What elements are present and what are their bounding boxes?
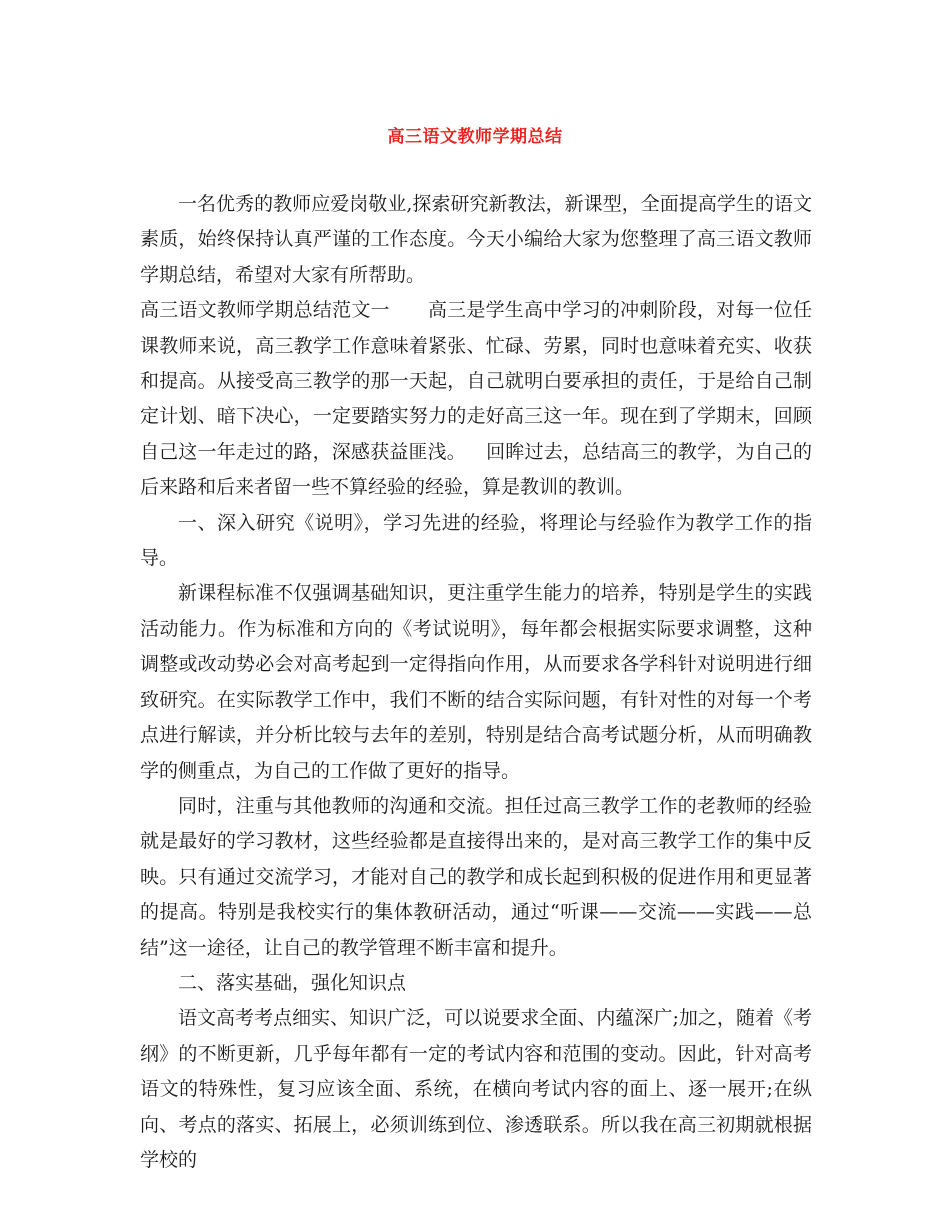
section1-paragraph-2: 同时，注重与其他教师的沟通和交流。担任过高三教学工作的老教师的经验就是最好的学习教材，这些经验都是直接得出来的，是对高三教学工作的集中反映。只有通过交流学习，才能对自己的教学和成长起到积极的促进作用和更显著的提高。特别是我校实行的集体教研活动，通过“听课——交流——实践——总结”这一途径，让自己的教学管理不断丰富和提升。 (140, 794, 812, 959)
section2-paragraph-1: 语文高考考点细实、知识广泛，可以说要求全面、内蕴深广;加之，随着《考纲》的不断更新，几乎每年都有一定的考试内容和范围的变动。因此，针对高考语文的特殊性，复习应该全面、系统，在横向考试内容的面上、逐一展开;在纵向、考点的落实、拓展上，必须训练到位、渗透联系。所以我在高三初期就根据学校的 (140, 1007, 812, 1171)
example-text-2: 回眸过去，总结高三的教学，为自己的后来路和后来者留一些不算经验的经验，算是教训的教训。 (140, 440, 812, 499)
document-body (140, 187, 812, 1178)
section1-paragraph-1: 新课程标准不仅强调基础知识，更注重学生能力的培养，特别是学生的实践活动能力。作为标准和方向的《考试说明》，每年都会根据实际要求调整，这种调整或改动势必会对高考起到一定得指向作用，从而要求各学科针对说明进行细致研究。在实际教学工作中，我们不断的结合实际问题，有针对性的对每一个考点进行解读，并分析比较与去年的差别，特别是结合高考试题分析，从而明确教学的侧重点，为自己的工作做了更好的指导。 (140, 582, 812, 782)
section2-heading: 二、落实基础，强化知识点 (178, 971, 407, 994)
document-title: 高三语文教师学期总结 (387, 127, 563, 147)
example-paragraph (140, 293, 812, 505)
intro-paragraph: 一名优秀的教师应爱岗敬业,探索研究新教法，新课型，全面提高学生的语文素质，始终保持认真严谨的工作态度。今天小编给大家为您整理了高三语文教师学期总结，希望对大家有所帮助。 (140, 193, 812, 286)
example-text-1: 高三是学生高中学习的冲刺阶段，对每一位任课教师来说，高三教学工作意味着紧张、忙碌、劳累，同时也意味着充实、收获和提高。从接受高三教学的那一天起，自己就明白要承担的责任，于是给自己制定计划、暗下决心，一定要踏实努力的走好高三这一年。现在到了学期末，回顾自己这一年走过的路，深感获益匪浅。 (140, 299, 812, 463)
section1-heading: 一、深入研究《说明》，学习先进的经验，将理论与经验作为教学工作的指导。 (140, 511, 812, 570)
example-label: 高三语文教师学期总结范文一 (140, 299, 390, 322)
